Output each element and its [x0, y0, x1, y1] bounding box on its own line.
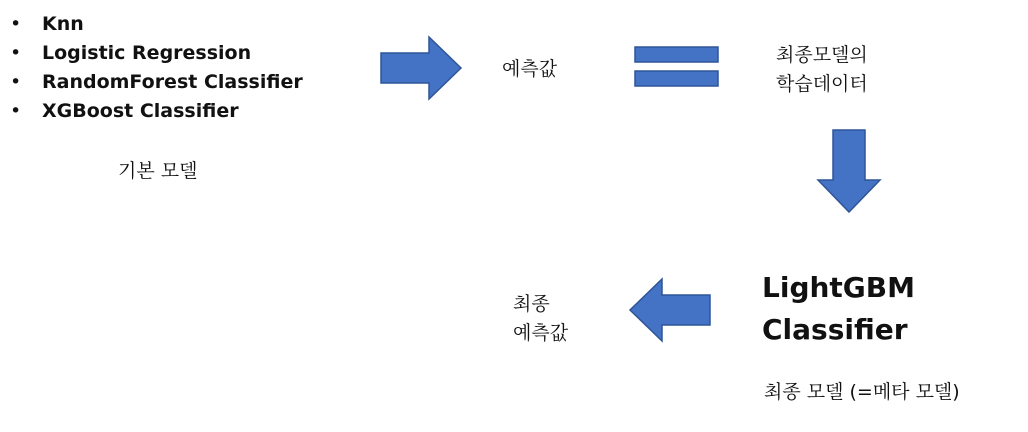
meta-model-name-line1: LightGBM	[762, 271, 915, 304]
right-arrow-icon	[380, 36, 462, 100]
final-prediction-line1: 최종	[513, 293, 550, 315]
base-models-caption: 기본 모델	[118, 160, 198, 182]
final-prediction-line2: 예측값	[513, 322, 569, 344]
base-model-list	[10, 10, 303, 126]
meta-model-name-line2: Classifier	[762, 313, 908, 346]
training-data-line2: 학습데이터	[776, 73, 868, 95]
base-model-item-logistic-regression: • Logistic Regression	[10, 39, 303, 68]
meta-model-caption: 최종 모델 (=메타 모델)	[764, 381, 960, 403]
left-arrow-icon	[629, 278, 711, 342]
training-data-line1: 최종모델의	[776, 44, 868, 66]
predictions-label: 예측값	[502, 58, 558, 80]
down-arrow-icon	[817, 129, 881, 213]
base-model-item-knn: • Knn	[10, 10, 303, 39]
base-model-item-xgboost: • XGBoost Classifier	[10, 97, 303, 126]
equals-icon	[634, 46, 719, 88]
base-model-item-random-forest: • RandomForest Classifier	[10, 68, 303, 97]
